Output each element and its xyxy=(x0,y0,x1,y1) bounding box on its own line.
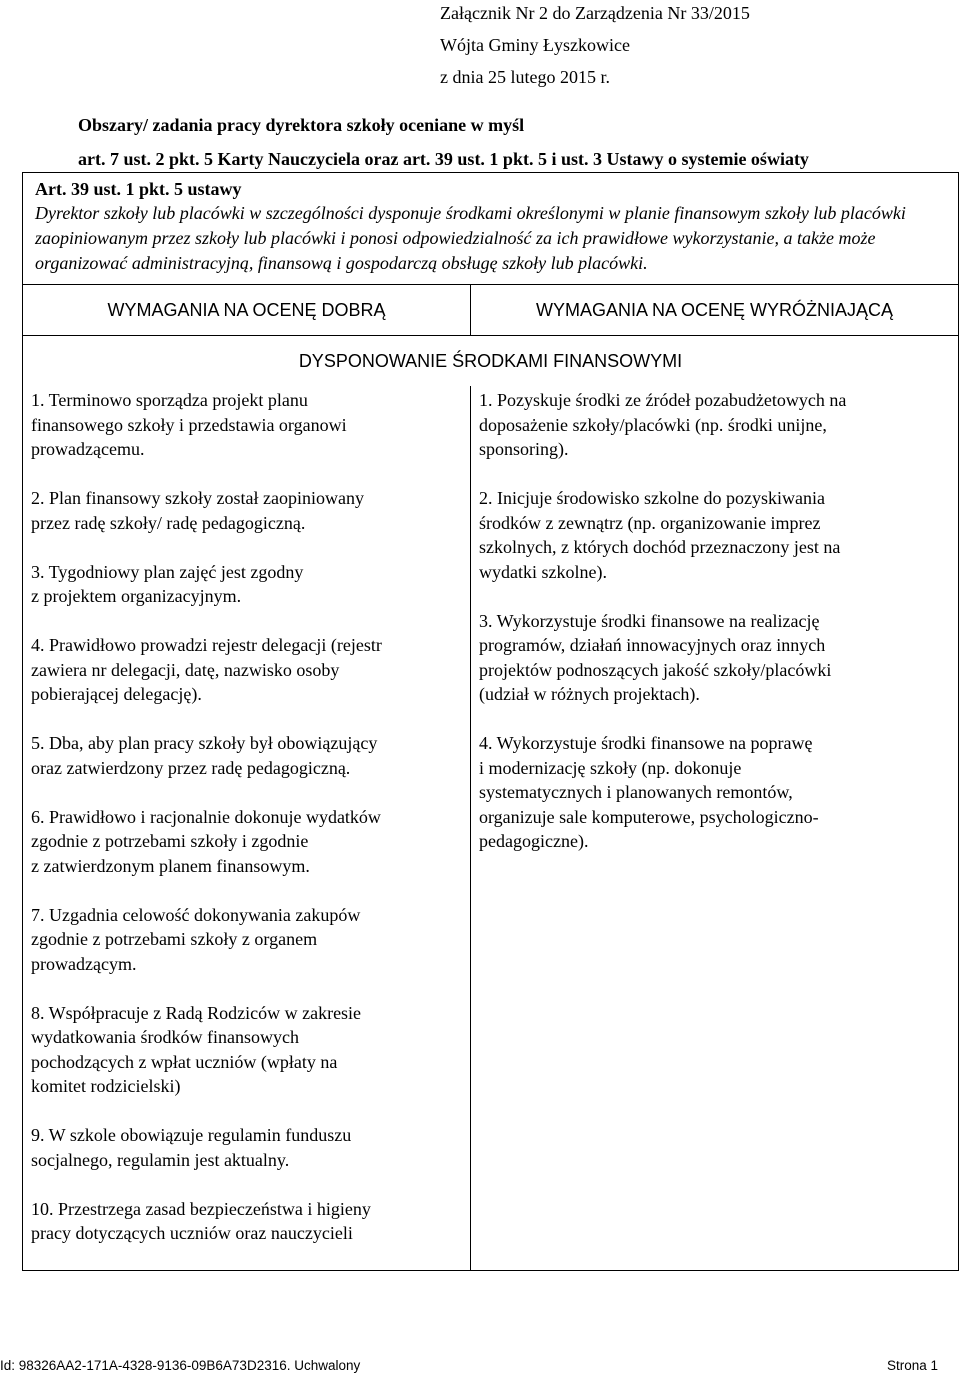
legal-basis-text: Dyrektor szkoły lub placówki w szczególności dysponuje środkami określonymi w planie finansowym szkoły lub placówki zaopiniowanym przez szkoły lub placówki i ponosi odpowiedzialność za ich prawidłowe wykorzystanie, a także może organizować administracyjną, finansową i gospodarczą obsługę szkoły lub placówki. xyxy=(35,203,906,273)
list-item: 6. Prawidłowo i racjonalnie dokonuje wydatków zgodnie z potrzebami szkoły i zgodnie z zatwierdzonym planem finansowym. xyxy=(31,806,381,876)
attachment-header xyxy=(440,0,940,96)
article-reference: Art. 39 ust. 1 pkt. 5 ustawy xyxy=(35,179,242,199)
list-item: 10. Przestrzega zasad bezpieczeństwa i higieny pracy dotyczących uczniów oraz nauczycieli xyxy=(31,1198,371,1243)
list-item: 9. W szkole obowiązuje regulamin funduszu socjalnego, regulamin jest aktualny. xyxy=(31,1125,352,1170)
list-item: 1. Pozyskuje środki ze źródeł pozabudżetowych na doposażenie szkoły/placówki (np. środki unijne, sponsoring). xyxy=(479,390,847,459)
title-line-2: art. 7 ust. 2 pkt. 5 Karty Nauczyciela oraz art. 39 ust. 1 pkt. 5 i ust. 3 Ustawy o systemie oświaty xyxy=(78,149,809,169)
distinguished-requirements-list xyxy=(471,386,959,1271)
list-item: 1. Terminowo sporządza projekt planu finansowego szkoły i przedstawia organowi prowadzącemu. xyxy=(31,390,347,459)
good-requirements-list xyxy=(23,386,471,1271)
list-item: 4. Prawidłowo prowadzi rejestr delegacji (rejestr zawiera nr delegacji, datę, nazwisko osoby pobierającej delegację). xyxy=(31,635,382,704)
list-item: 7. Uzgadnia celowość dokonywania zakupów zgodnie z potrzebami szkoły z organem prowadzącym. xyxy=(31,904,361,974)
list-item: 3. Tygodniowy plan zajęć jest zgodny z projektem organizacyjnym. xyxy=(31,561,304,606)
requirements-table xyxy=(22,172,959,1271)
legal-basis-cell xyxy=(23,173,959,285)
issuer-line: Wójta Gminy Łyszkowice xyxy=(440,35,630,55)
document-title xyxy=(78,108,938,176)
document-id: Id: 98326AA2-171A-4328-9136-09B6A73D2316. Uchwalony xyxy=(0,1358,361,1373)
list-item: 2. Plan finansowy szkoły został zaopiniowany przez radę szkoły/ radę pedagogiczną. xyxy=(31,488,364,533)
title-line-1: Obszary/ zadania pracy dyrektora szkoły oceniane w myśl xyxy=(78,115,525,135)
page-footer xyxy=(0,1358,960,1378)
list-item: 4. Wykorzystuje środki finansowe na poprawę i modernizację szkoły (np. dokonuje systematycznych i planowanych remontów, organizuje sale komputerowe, psychologiczno- pedagogiczne). xyxy=(479,733,819,851)
section-title: DYSPONOWANIE ŚRODKAMI FINANSOWYMI xyxy=(23,336,959,387)
page-number: Strona 1 xyxy=(886,1358,938,1373)
column-header-good: WYMAGANIA NA OCENĘ DOBRĄ xyxy=(23,285,471,336)
list-item: 8. Współpracuje z Radą Rodziców w zakresie wydatkowania środków finansowych pochodzących z wpłat uczniów (wpłaty na komitet rodzicielski) xyxy=(31,1002,362,1096)
date-line: z dnia 25 lutego 2015 r. xyxy=(440,67,610,87)
list-item: 2. Inicjuje środowisko szkolne do pozyskiwania środków z zewnątrz (np. organizowanie imprez szkolnych, z których dochód przeznaczony jest na wydatki szkolne). xyxy=(479,488,841,582)
attachment-line: Załącznik Nr 2 do Zarządzenia Nr 33/2015 xyxy=(440,3,750,23)
column-header-distinguished: WYMAGANIA NA OCENĘ WYRÓŻNIAJĄCĄ xyxy=(471,285,959,336)
list-item: 5. Dba, aby plan pracy szkoły był obowiązujący oraz zatwierdzony przez radę pedagogiczną. xyxy=(31,733,378,778)
list-item: 3. Wykorzystuje środki finansowe na realizację programów, działań innowacyjnych oraz innych projektów podnoszących jakość szkoły/placówki (udział w różnych projektach). xyxy=(479,610,832,704)
